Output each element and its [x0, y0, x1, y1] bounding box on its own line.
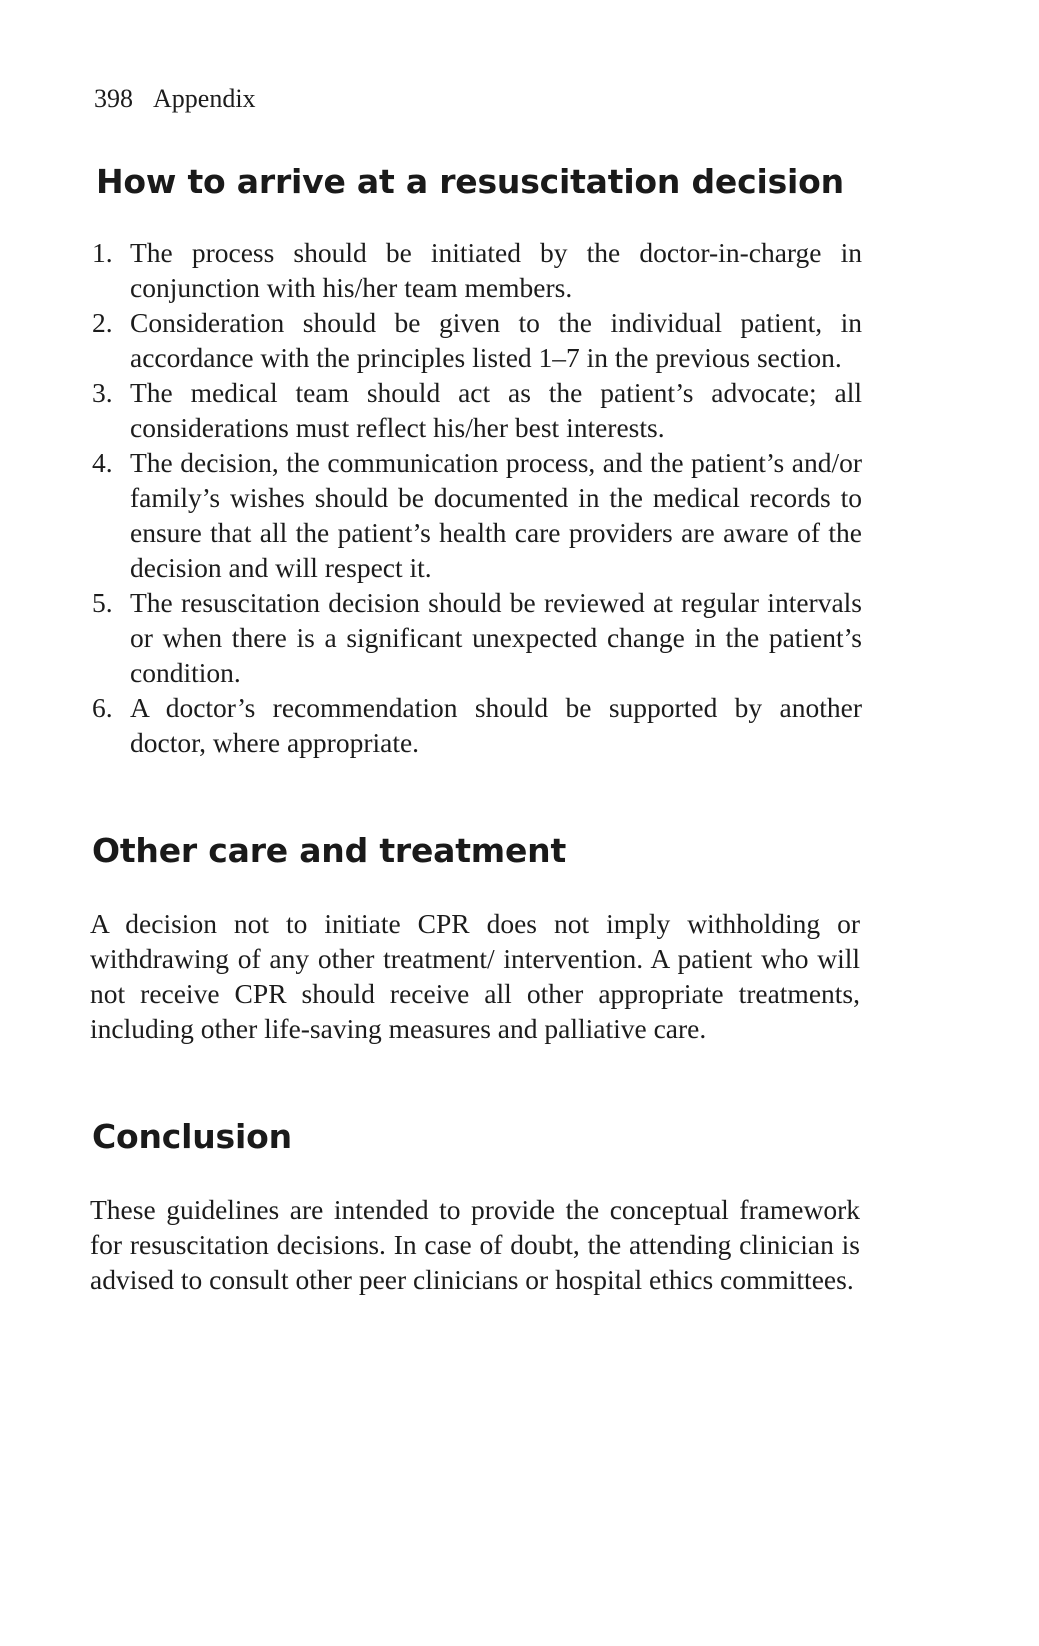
list-item-text: Consideration should be given to the individual patient, in accordance with the principles listed 1–7 in the previous section. — [130, 307, 862, 373]
paragraph-other-care: A decision not to initiate CPR does not imply withholding or withdrawing of any other treatment/ intervention. A patient who will not receive CPR should receive all other appropriate treatments, including other life-saving measures and palliative care. — [90, 908, 860, 1044]
list-item-text: The decision, the communication process, and the patient’s and/or family’s wishes should be documented in the medical records to ensure that all the patient’s health care providers are aware of the decision and will respect it. — [130, 447, 862, 583]
list-item-number: 6. — [92, 692, 113, 723]
list-item-text: The medical team should act as the patient’s advocate; all considerations must reflect his/her best interests. — [130, 377, 862, 443]
list-item — [92, 235, 862, 305]
section-heading-other-care: Other care and treatment — [92, 831, 567, 870]
list-item-text: A doctor’s recommendation should be supported by another doctor, where appropriate. — [130, 692, 862, 758]
page-number: 398 — [94, 84, 133, 113]
list-item-number: 5. — [92, 587, 113, 618]
list-item — [92, 445, 862, 585]
list-item — [92, 305, 862, 375]
running-head — [94, 84, 256, 114]
list-item — [92, 585, 862, 690]
numbered-list — [92, 235, 862, 760]
list-item-number: 1. — [92, 237, 113, 268]
list-item — [92, 375, 862, 445]
list-item — [92, 690, 862, 760]
list-item-number: 3. — [92, 377, 113, 408]
list-item-text: The resuscitation decision should be reviewed at regular intervals or when there is a significant unexpected change in the patient’s condition. — [130, 587, 862, 688]
section-heading-conclusion: Conclusion — [92, 1117, 292, 1156]
paragraph-conclusion: These guidelines are intended to provide the conceptual framework for resuscitation decisions. In case of doubt, the attending clinician is advised to consult other peer clinicians or hospital ethics committees. — [90, 1194, 860, 1295]
running-head-section: Appendix — [153, 84, 256, 113]
list-item-number: 2. — [92, 307, 113, 338]
list-item-number: 4. — [92, 447, 113, 478]
list-item-text: The process should be initiated by the doctor-in-charge in conjunction with his/her team members. — [130, 237, 862, 303]
section-heading-resuscitation-decision: How to arrive at a resuscitation decision — [96, 162, 844, 201]
